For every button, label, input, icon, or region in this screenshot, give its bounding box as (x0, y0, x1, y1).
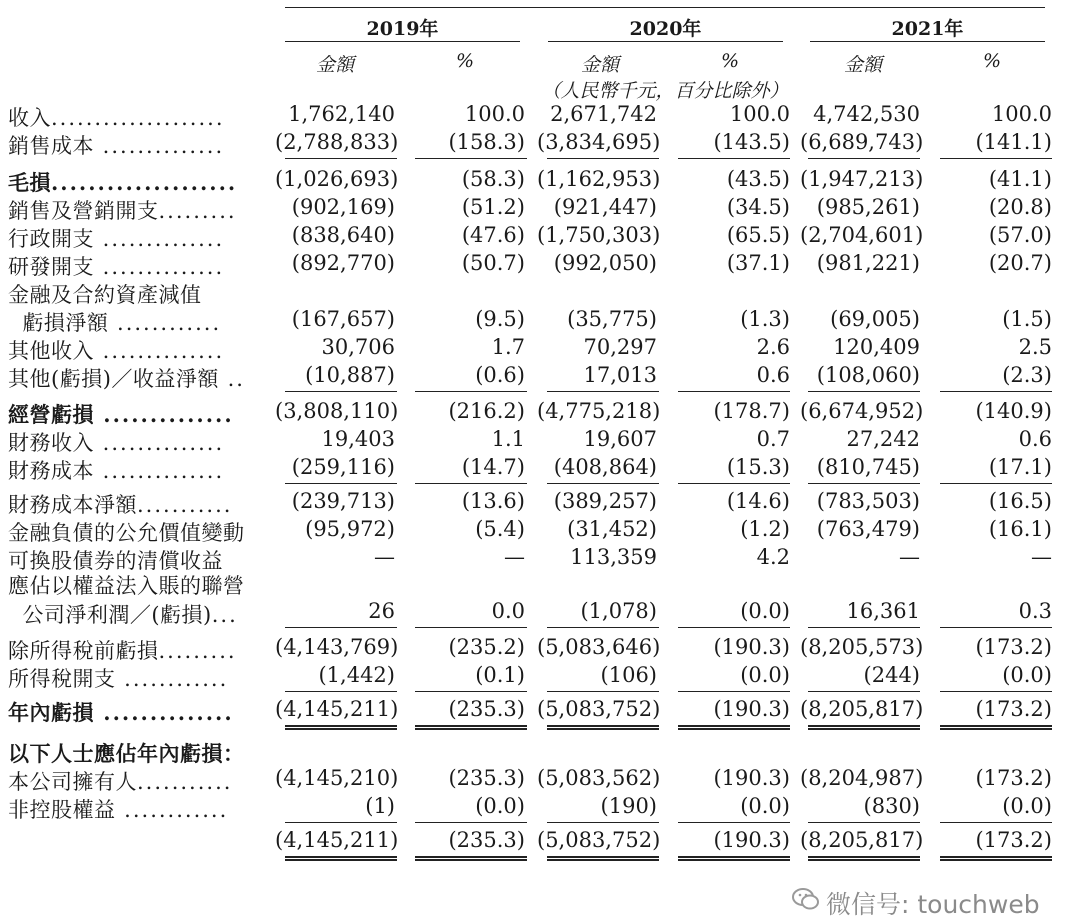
row-label-leader-dots: ............ (115, 798, 229, 822)
cell-value: (2.3) (1002, 363, 1052, 387)
double-underline (415, 725, 527, 730)
cell-value: (5.4) (475, 517, 525, 541)
single-underline (678, 158, 790, 159)
row-label-leader-dots: .............. (94, 255, 225, 279)
pct-header-2020: % (720, 50, 740, 72)
cell-value: (235.3) (448, 697, 525, 721)
cell-value: (143.5) (713, 130, 790, 154)
row-label-text: 財務成本淨額 (8, 493, 137, 517)
cell-value: (190.3) (713, 828, 790, 852)
cell-value: (8,205,817) (800, 828, 924, 852)
row-label (8, 363, 245, 393)
single-underline (678, 627, 790, 628)
cell-value: (17.1) (988, 455, 1052, 479)
single-underline (547, 158, 659, 159)
cell-value: (1,162,953) (537, 167, 661, 191)
year-rule-2021 (810, 41, 1045, 42)
cell-value: 100.0 (729, 102, 790, 126)
cell-value: 0.6 (1018, 427, 1052, 451)
cell-value: 19,403 (321, 427, 395, 451)
cell-value: 0.0 (491, 599, 525, 623)
cell-value: (921,447) (553, 195, 657, 219)
single-underline (285, 691, 397, 692)
cell-value: (65.5) (726, 223, 790, 247)
row-label-text: 非控股權益 (8, 798, 116, 822)
cell-value: (0.0) (740, 599, 790, 623)
single-underline (678, 483, 790, 484)
cell-value: (8,204,987) (800, 766, 924, 790)
row-label-leader-dots: .............. (94, 227, 225, 251)
cell-value: (830) (863, 794, 920, 818)
cell-value: (0.1) (475, 663, 525, 687)
cell-value: (783,503) (816, 489, 920, 513)
unit-note: （人民幣千元，百分比除外） (541, 80, 789, 102)
double-underline (678, 725, 790, 730)
cell-value: (34.5) (726, 195, 790, 219)
cell-value: 0.6 (756, 363, 790, 387)
cell-value: (5,083,646) (537, 635, 661, 659)
row-label-text: 收入 (8, 106, 51, 130)
row-label (8, 167, 237, 197)
cell-value: (0.6) (475, 363, 525, 387)
cell-value: 1.7 (491, 335, 525, 359)
row-label (8, 489, 232, 519)
cell-value: (902,169) (291, 195, 395, 219)
cell-value: (57.0) (988, 223, 1052, 247)
cell-value: — (899, 545, 920, 569)
cell-value: (190) (600, 794, 657, 818)
cell-value: (8,205,817) (800, 697, 924, 721)
double-underline (940, 856, 1052, 861)
cell-value: (1,750,303) (537, 223, 661, 247)
single-underline (285, 158, 397, 159)
single-underline (678, 822, 790, 823)
cell-value: (216.2) (448, 399, 525, 423)
cell-value: 100.0 (464, 102, 525, 126)
cell-value: (1.2) (740, 517, 790, 541)
row-label-leader-dots: .............. (94, 700, 234, 725)
double-underline (285, 856, 397, 861)
cell-value: 0.3 (1018, 599, 1052, 623)
amount-header-2020: 金額 (580, 54, 619, 76)
cell-value: 70,297 (583, 335, 657, 359)
double-underline (808, 856, 920, 861)
single-underline (285, 391, 397, 392)
single-underline (940, 158, 1052, 159)
row-label (8, 335, 224, 365)
cell-value: (9.5) (475, 307, 525, 331)
single-underline (415, 158, 527, 159)
cell-value: (173.2) (975, 828, 1052, 852)
wechat-icon (792, 886, 820, 912)
row-label (8, 697, 234, 727)
cell-value: — (374, 545, 395, 569)
single-underline (940, 627, 1052, 628)
amount-header-2021: 金額 (843, 54, 882, 76)
cell-value: (178.7) (713, 399, 790, 423)
cell-value: (14.7) (461, 455, 525, 479)
cell-value: (5,083,752) (537, 828, 661, 852)
row-label-text: 應佔以權益法入賬的聯營 (8, 574, 245, 598)
cell-value: (1,026,693) (275, 167, 399, 191)
cell-value: 120,409 (833, 335, 920, 359)
single-underline (940, 691, 1052, 692)
cell-value: (4,775,218) (537, 399, 661, 423)
cell-value: 2.5 (1018, 335, 1052, 359)
cell-value: (190.3) (713, 697, 790, 721)
row-label-text: 本公司擁有人 (8, 770, 137, 794)
row-label-text: 研發開支 (8, 255, 94, 279)
cell-value: (0.0) (740, 794, 790, 818)
double-underline (415, 856, 527, 861)
single-underline (547, 691, 659, 692)
row-label-text: 可換股債券的清償收益 (8, 549, 223, 573)
cell-value: (106) (600, 663, 657, 687)
cell-value: (0.0) (475, 794, 525, 818)
cell-value: 16,361 (846, 599, 920, 623)
double-underline (940, 725, 1052, 730)
cell-value: (190.3) (713, 635, 790, 659)
cell-value: (43.5) (726, 167, 790, 191)
single-underline (940, 483, 1052, 484)
row-label (8, 455, 224, 485)
single-underline (415, 483, 527, 484)
cell-value: 4,742,530 (813, 102, 920, 126)
row-label-leader-dots: .............. (94, 134, 225, 158)
single-underline (547, 627, 659, 628)
row-label-leader-dots: ......... (158, 199, 237, 223)
cell-value: (10,887) (305, 363, 395, 387)
row-label (8, 279, 202, 309)
cell-value: (1.3) (740, 307, 790, 331)
cell-value: (2,704,601) (800, 223, 924, 247)
single-underline (415, 391, 527, 392)
row-label (8, 766, 232, 796)
row-label-text: 銷售成本 (8, 134, 94, 158)
cell-value: (1.5) (1002, 307, 1052, 331)
row-label-text: 除所得稅前虧損 (8, 639, 159, 663)
double-underline (547, 725, 659, 730)
cell-value: (981,221) (816, 251, 920, 275)
row-label-leader-dots: .................... (51, 106, 225, 130)
row-label-text: 金融負債的公允價值變動 (8, 521, 245, 545)
cell-value: (20.8) (988, 195, 1052, 219)
row-label-text: 銷售及營銷開支 (8, 199, 159, 223)
cell-value: (0.0) (1002, 794, 1052, 818)
cell-value: 113,359 (570, 545, 657, 569)
single-underline (678, 391, 790, 392)
cell-value: (389,257) (553, 489, 657, 513)
cell-value: (47.6) (461, 223, 525, 247)
cell-value: (985,261) (816, 195, 920, 219)
row-label-text: 公司淨利潤／(虧損) (8, 603, 212, 627)
row-label (8, 399, 234, 429)
cell-value: (141.1) (975, 130, 1052, 154)
row-label (8, 794, 228, 824)
cell-value: (13.6) (461, 489, 525, 513)
single-underline (808, 627, 920, 628)
single-underline (285, 627, 397, 628)
cell-value: 1.1 (491, 427, 525, 451)
row-label (8, 427, 224, 457)
cell-value: (140.9) (975, 399, 1052, 423)
cell-value: 26 (368, 599, 395, 623)
cell-value: — (1031, 545, 1052, 569)
cell-value: (5,083,752) (537, 697, 661, 721)
row-label (8, 517, 245, 547)
row-label-leader-dots: ......... (158, 639, 237, 663)
cell-value: 0.7 (756, 427, 790, 451)
row-label-leader-dots: ............ (115, 667, 229, 691)
year-rule-2019 (285, 41, 520, 42)
row-label-text: 行政開支 (8, 227, 94, 251)
row-label-leader-dots: .............. (94, 339, 225, 363)
cell-value: (1,442) (318, 663, 395, 687)
single-underline (940, 391, 1052, 392)
row-label (8, 251, 224, 281)
row-label-leader-dots: ........... (137, 493, 233, 517)
single-underline (678, 691, 790, 692)
double-underline (285, 725, 397, 730)
single-underline (547, 822, 659, 823)
cell-value: (158.3) (448, 130, 525, 154)
cell-value: (2,788,833) (275, 130, 399, 154)
cell-value: (95,972) (305, 517, 395, 541)
cell-value: (992,050) (553, 251, 657, 275)
single-underline (415, 691, 527, 692)
cell-value: (4,143,769) (275, 635, 399, 659)
cell-value: (239,713) (291, 489, 395, 513)
double-underline (808, 725, 920, 730)
row-label (8, 570, 245, 600)
row-label-text: 財務成本 (8, 459, 94, 483)
cell-value: (4,145,211) (275, 828, 399, 852)
single-underline (940, 822, 1052, 823)
cell-value: (408,864) (553, 455, 657, 479)
cell-value: (235.3) (448, 766, 525, 790)
single-underline (808, 158, 920, 159)
row-label-text: 毛損 (8, 170, 51, 195)
watermark-text: 微信号: touchweb (826, 890, 1040, 919)
cell-value: (173.2) (975, 635, 1052, 659)
cell-value: (838,640) (291, 223, 395, 247)
cell-value: (244) (863, 663, 920, 687)
cell-value: (31,452) (567, 517, 657, 541)
cell-value: (51.2) (461, 195, 525, 219)
row-label-leader-dots: ... (211, 603, 238, 627)
single-underline (808, 691, 920, 692)
cell-value: (0.0) (1002, 663, 1052, 687)
cell-value: (173.2) (975, 697, 1052, 721)
cell-value: (5,083,562) (537, 766, 661, 790)
cell-value: — (504, 545, 525, 569)
row-label-leader-dots: .. (218, 367, 245, 391)
row-label-text: 其他收入 (8, 339, 94, 363)
cell-value: 2,671,742 (550, 102, 657, 126)
double-underline (678, 856, 790, 861)
cell-value: (20.7) (988, 251, 1052, 275)
row-label-leader-dots: .................... (51, 170, 238, 195)
row-label-leader-dots: ............ (108, 311, 222, 335)
cell-value: (58.3) (461, 167, 525, 191)
cell-value: (4,145,210) (275, 766, 399, 790)
row-label-text: 年內虧損 (8, 700, 94, 725)
cell-value: (190.3) (713, 766, 790, 790)
cell-value: (259,116) (291, 455, 395, 479)
row-label (8, 102, 225, 132)
cell-value: (892,770) (291, 251, 395, 275)
pct-header-2021: % (982, 50, 1002, 72)
year-header-2021: 2021年 (891, 18, 964, 40)
row-label (8, 130, 224, 160)
row-label-text: 經營虧損 (8, 402, 94, 427)
single-underline (415, 627, 527, 628)
cell-value: 1,762,140 (288, 102, 395, 126)
cell-value: (1) (365, 794, 395, 818)
row-label-leader-dots: .............. (94, 402, 234, 427)
row-label (8, 635, 237, 665)
row-label (8, 663, 228, 693)
row-label-text: 金融及合約資產減值 (8, 283, 202, 307)
top-rule (285, 7, 1045, 8)
row-label (8, 599, 238, 629)
single-underline (547, 391, 659, 392)
double-underline (547, 856, 659, 861)
cell-value: (15.3) (726, 455, 790, 479)
single-underline (285, 822, 397, 823)
cell-value: (35,775) (567, 307, 657, 331)
year-header-2020: 2020年 (629, 18, 702, 40)
cell-value: 27,242 (846, 427, 920, 451)
cell-value: 30,706 (321, 335, 395, 359)
cell-value: (6,674,952) (800, 399, 924, 423)
row-label (8, 307, 221, 337)
cell-value: (1,078) (580, 599, 657, 623)
cell-value: 100.0 (991, 102, 1052, 126)
cell-value: (41.1) (988, 167, 1052, 191)
row-label-text: 其他(虧損)／收益淨額 (8, 367, 219, 391)
row-label-text: 所得稅開支 (8, 667, 116, 691)
cell-value: (8,205,573) (800, 635, 924, 659)
cell-value: 2.6 (756, 335, 790, 359)
cell-value: (6,689,743) (800, 130, 924, 154)
cell-value: (16.5) (988, 489, 1052, 513)
cell-value: (173.2) (975, 766, 1052, 790)
cell-value: (3,834,695) (537, 130, 661, 154)
single-underline (547, 483, 659, 484)
row-label-leader-dots: ........... (137, 770, 233, 794)
amount-header-2019: 金額 (315, 54, 354, 76)
cell-value: (50.7) (461, 251, 525, 275)
row-label-text: 財務收入 (8, 431, 94, 455)
pct-header-2019: % (455, 50, 475, 72)
year-header-2019: 2019年 (366, 18, 439, 40)
cell-value: (3,808,110) (275, 399, 399, 423)
cell-value: (37.1) (726, 251, 790, 275)
row-label (8, 195, 237, 225)
year-rule-2020 (548, 41, 783, 42)
cell-value: 17,013 (583, 363, 657, 387)
single-underline (808, 391, 920, 392)
row-label (8, 223, 224, 253)
cell-value: (167,657) (291, 307, 395, 331)
cell-value: 4.2 (756, 545, 790, 569)
row-label-leader-dots: .............. (94, 431, 225, 455)
row-label (8, 738, 245, 768)
cell-value: (108,060) (816, 363, 920, 387)
cell-value: (16.1) (988, 517, 1052, 541)
cell-value: (235.3) (448, 828, 525, 852)
single-underline (285, 483, 397, 484)
cell-value: 19,607 (583, 427, 657, 451)
cell-value: (0.0) (740, 663, 790, 687)
single-underline (808, 483, 920, 484)
row-label-text: 以下人士應佔年內虧損： (8, 741, 245, 766)
cell-value: (763,479) (816, 517, 920, 541)
cell-value: (4,145,211) (275, 697, 399, 721)
cell-value: (235.2) (448, 635, 525, 659)
cell-value: (1,947,213) (800, 167, 924, 191)
single-underline (415, 822, 527, 823)
row-label-leader-dots: .............. (94, 459, 225, 483)
cell-value: (810,745) (816, 455, 920, 479)
row-label-text: 虧損淨額 (8, 311, 109, 335)
single-underline (808, 822, 920, 823)
cell-value: (69,005) (830, 307, 920, 331)
cell-value: (14.6) (726, 489, 790, 513)
